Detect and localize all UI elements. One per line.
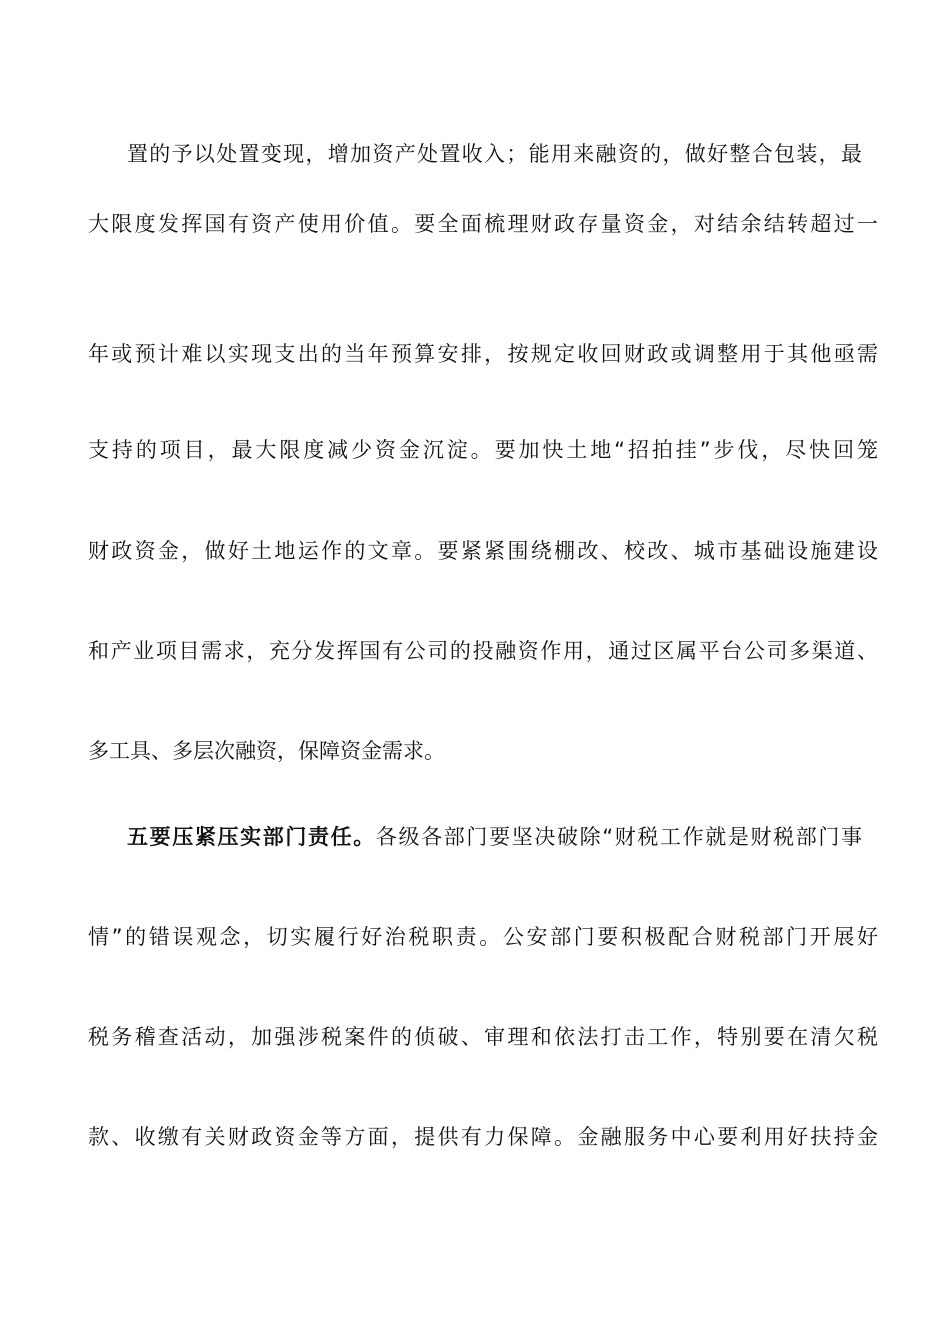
paragraph-line-3: 年或预计难以实现支出的当年预算安排，按规定收回财政或调整用于其他亟需 — [88, 342, 878, 366]
section-5-line-3: 税务稽查活动，加强涉税案件的侦破、审理和依法打击工作，特别要在清欠税 — [88, 1025, 878, 1049]
paragraph-line-4: 支持的项目，最大限度减少资金沉淀。要加快土地“招拍挂”步伐，尽快回笼 — [88, 438, 878, 462]
section-5-first-line-text: 各级各部门要坚决破除“财税工作就是财税部门事 — [375, 825, 862, 849]
section-5-line-2: 情”的错误观念，切实履行好治税职责。公安部门要积极配合财税部门开展好 — [88, 925, 878, 949]
paragraph-line-2: 大限度发挥国有资产使用价值。要全面梳理财政存量资金，对结余结转超过一 — [88, 212, 878, 236]
paragraph-line-5: 财政资金，做好土地运作的文章。要紧紧围绕棚改、校改、城市基础设施建设 — [88, 539, 878, 563]
paragraph-line-6: 和产业项目需求，充分发挥国有公司的投融资作用，通过区属平台公司多渠道、 — [88, 639, 878, 663]
section-5-first-line — [127, 822, 862, 852]
paragraph-line-1: 置的予以处置变现，增加资产处置收入；能用来融资的，做好整合包装，最 — [127, 142, 862, 166]
paragraph-line-7: 多工具、多层次融资，保障资金需求。 — [88, 739, 445, 763]
section-5-heading: 五要压紧压实部门责任。 — [127, 825, 376, 849]
section-5-line-4: 款、收缴有关财政资金等方面，提供有力保障。金融服务中心要利用好扶持金 — [88, 1125, 878, 1149]
